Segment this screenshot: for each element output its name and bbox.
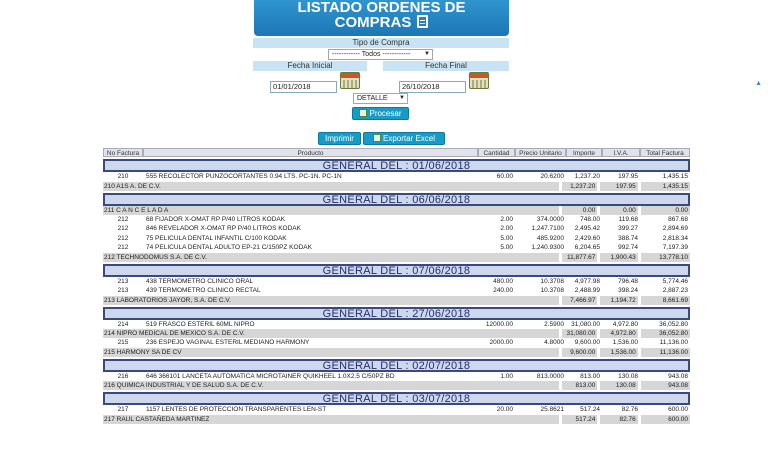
subtotal-supplier: 213 LABORATORIOS JAYOR, S.A. DE C.V. bbox=[104, 296, 231, 304]
subtotal-importe: 7,466.97 bbox=[570, 296, 596, 304]
cell-producto: 439 TERMOMETRO CLINICO RECTAL bbox=[146, 287, 261, 294]
cell-producto: 555 RECOLECTOR PUNZOCORTANTES 0.94 LTS. PC-1N. PC-1N bbox=[146, 173, 342, 180]
cell-importe: 2,495.42 bbox=[574, 225, 600, 232]
cell-precio-unitario: 485.9200 bbox=[536, 234, 564, 242]
subtotal-iva: 1,900.43 bbox=[610, 253, 636, 261]
subtotal-row bbox=[103, 415, 690, 424]
subtotal-iva: 82.76 bbox=[619, 415, 636, 423]
subtotal-importe: 1,237.20 bbox=[570, 182, 596, 190]
cell-importe: 9,600.00 bbox=[574, 339, 600, 346]
cell-factura: 213 bbox=[117, 277, 129, 285]
cell-importe: 748.00 bbox=[580, 215, 600, 223]
subtotal-total: 1,435.15 bbox=[662, 182, 688, 190]
cell-iva: 388.74 bbox=[618, 234, 638, 242]
subtotal-iva: 197.95 bbox=[615, 182, 636, 190]
page-title-line2: COMPRAS bbox=[334, 14, 412, 31]
cell-iva: 399.27 bbox=[618, 225, 638, 232]
subtotal-row bbox=[103, 206, 690, 215]
subtotal-total: 0.00 bbox=[675, 206, 688, 214]
subtotal-row bbox=[103, 253, 690, 262]
subtotal-supplier: 210 A1S A. DE C.V. bbox=[104, 182, 161, 190]
cell-precio-unitario: 1,247.7100 bbox=[531, 225, 564, 232]
cell-producto: 438 TERMOMETRO CLINICO ORAL bbox=[146, 277, 254, 285]
header-total-factura: Total Factura bbox=[640, 148, 690, 157]
cell-iva: 992.74 bbox=[618, 244, 638, 251]
cell-iva: 398.24 bbox=[618, 287, 638, 294]
cell-precio-unitario: 10.3708 bbox=[540, 277, 564, 285]
cell-total: 2,894.69 bbox=[662, 225, 688, 232]
subtotal-row bbox=[103, 182, 690, 191]
subtotal-importe: 813.00 bbox=[575, 382, 596, 389]
subtotal-supplier: 212 TECHNODOMUS S.A. DE C.V. bbox=[104, 253, 207, 261]
cell-iva: 130.08 bbox=[618, 372, 638, 380]
cell-factura: 212 bbox=[117, 225, 129, 232]
orders-table bbox=[103, 148, 690, 424]
cell-total: 36,052.80 bbox=[659, 320, 688, 328]
cell-cantidad: 2.00 bbox=[500, 225, 513, 232]
cell-factura: 210 bbox=[117, 173, 129, 180]
subtotal-importe: 31,080.00 bbox=[566, 330, 596, 337]
cell-cantidad: 1.00 bbox=[500, 372, 513, 380]
subtotal-importe: 0.00 bbox=[582, 206, 596, 214]
subtotal-total: 600.00 bbox=[668, 415, 688, 423]
cell-cantidad: 480.00 bbox=[493, 277, 513, 285]
fecha-inicial-input[interactable]: 01/01/2018 bbox=[270, 81, 337, 93]
subtotal-iva: 1,536.00 bbox=[610, 348, 636, 356]
cell-cantidad: 20.00 bbox=[496, 406, 513, 413]
subtotal-importe: 9,600.00 bbox=[570, 348, 596, 356]
subtotal-supplier: 215 HARMONY SA DE CV bbox=[104, 348, 182, 356]
group-date-header: GENERAL DEL : 06/06/2018 bbox=[103, 193, 690, 206]
cell-precio-unitario: 4.8000 bbox=[544, 339, 564, 346]
process-icon bbox=[359, 109, 367, 117]
cell-precio-unitario: 2.5900 bbox=[544, 320, 564, 328]
page-title-line1: LISTADO ORDENES DE bbox=[297, 0, 466, 16]
cell-producto: 1157 LENTES DE PROTECCION TRANSPARENTES LEN-ST bbox=[146, 406, 327, 413]
cell-producto: 236 ESPEJO VAGINAL ESTERIL MEDIANO HARMONY bbox=[146, 339, 310, 346]
subtotal-total: 13,778.10 bbox=[659, 253, 688, 261]
table-row bbox=[103, 172, 690, 182]
table-header bbox=[103, 148, 690, 157]
subtotal-total: 11,136.00 bbox=[659, 348, 688, 356]
group-date-header: GENERAL DEL : 02/07/2018 bbox=[103, 359, 690, 372]
cell-total: 2,818.34 bbox=[662, 234, 688, 242]
table-row bbox=[103, 277, 690, 287]
cell-cantidad: 2000.00 bbox=[489, 339, 513, 346]
cell-precio-unitario: 813.0000 bbox=[536, 372, 564, 380]
chevron-down-icon: ▼ bbox=[424, 51, 430, 57]
header-producto: Producto bbox=[143, 148, 478, 157]
table-row bbox=[103, 224, 690, 234]
cell-importe: 813.00 bbox=[580, 372, 600, 380]
header-no-factura: No Factura bbox=[103, 148, 143, 157]
cell-cantidad: 2.00 bbox=[500, 215, 513, 223]
table-row bbox=[103, 372, 690, 382]
subtotal-total: 8,661.69 bbox=[662, 296, 688, 304]
subtotal-iva: 4,972.80 bbox=[610, 330, 636, 337]
cell-factura: 215 bbox=[117, 339, 129, 346]
cell-total: 2,887.23 bbox=[662, 287, 688, 294]
cell-importe: 6,204.65 bbox=[574, 244, 600, 251]
page-title-banner bbox=[254, 0, 509, 36]
cell-producto: 519 FRASCO ESTERIL 60ML NIPRO bbox=[146, 320, 255, 328]
subtotal-supplier: 217 RAUL CASTAÑEDA MARTINEZ bbox=[104, 415, 210, 423]
subtotal-supplier: 214 NIPRO MEDICAL DE MEXICO S.A. DE C.V. bbox=[104, 330, 245, 337]
cell-factura: 212 bbox=[117, 215, 129, 223]
cell-total: 7,197.39 bbox=[662, 244, 688, 251]
fecha-inicial-label: Fecha Inicial bbox=[253, 61, 367, 71]
table-row bbox=[103, 286, 690, 296]
tipo-compra-select[interactable]: ------------ Todos ------------ ▼ bbox=[328, 49, 433, 60]
procesar-button[interactable]: Procesar bbox=[352, 107, 409, 120]
cell-total: 943.08 bbox=[668, 372, 688, 380]
header-iva: I.V.A. bbox=[602, 148, 640, 157]
table-row bbox=[103, 405, 690, 415]
subtotal-total: 36,052.80 bbox=[659, 330, 688, 337]
cell-importe: 31,080.00 bbox=[571, 320, 600, 328]
cell-producto: 75 PELICULA DENTAL INFANTIL C/100 KODAK bbox=[146, 234, 287, 242]
cell-factura: 212 bbox=[117, 244, 129, 251]
fecha-final-label: Fecha Final bbox=[383, 61, 509, 71]
cell-precio-unitario: 374.0000 bbox=[536, 215, 564, 223]
cell-factura: 216 bbox=[117, 372, 129, 380]
cell-importe: 2,429.60 bbox=[574, 234, 600, 242]
cell-total: 1,435.15 bbox=[662, 173, 688, 180]
group-date-header: GENERAL DEL : 07/06/2018 bbox=[103, 264, 690, 277]
table-row bbox=[103, 338, 690, 348]
cell-iva: 1,536.00 bbox=[612, 339, 638, 346]
excel-icon bbox=[373, 134, 381, 142]
cell-total: 5,774.46 bbox=[662, 277, 688, 285]
subtotal-importe: 517.24 bbox=[575, 415, 596, 423]
cell-precio-unitario: 20.6200 bbox=[540, 173, 564, 180]
cell-cantidad: 5.00 bbox=[500, 244, 513, 251]
calendar-icon[interactable] bbox=[469, 72, 489, 89]
tipo-compra-label: Tipo de Compra bbox=[253, 38, 509, 48]
fecha-final-input[interactable]: 26/10/2018 bbox=[399, 81, 466, 93]
cell-cantidad: 12000.00 bbox=[485, 320, 513, 328]
group-date-header: GENERAL DEL : 27/06/2018 bbox=[103, 307, 690, 320]
document-icon bbox=[417, 15, 428, 28]
subtotal-row bbox=[103, 348, 690, 357]
cell-importe: 4,977.98 bbox=[574, 277, 600, 285]
group-date-header: GENERAL DEL : 01/06/2018 bbox=[103, 159, 690, 172]
subtotal-row bbox=[103, 296, 690, 305]
cell-iva: 796.48 bbox=[618, 277, 638, 285]
cell-factura: 217 bbox=[117, 406, 129, 413]
cell-producto: 74 PELICULA DENTAL ADULTO EP-21 C/150PZ KODAK bbox=[146, 244, 312, 251]
header-importe: Importe bbox=[566, 148, 602, 157]
cell-factura: 214 bbox=[117, 320, 129, 328]
subtotal-row bbox=[103, 329, 690, 338]
cell-precio-unitario: 1,240.9300 bbox=[531, 244, 564, 251]
table-row bbox=[103, 215, 690, 225]
cell-importe: 2,488.99 bbox=[574, 287, 600, 294]
header-cantidad: Cantidad bbox=[478, 148, 515, 157]
subtotal-iva: 130.08 bbox=[615, 382, 636, 389]
cell-producto: 646 366101 LANCETA AUTOMATICA MICROTAINER QUIKHEEL 1.0X2.5 C/50PZ BD bbox=[146, 372, 395, 380]
cell-iva: 4,972.80 bbox=[612, 320, 638, 328]
table-row bbox=[103, 243, 690, 253]
cell-iva: 197.95 bbox=[618, 173, 638, 180]
table-row bbox=[103, 234, 690, 244]
header-precio-unitario: Precio Unitario bbox=[515, 148, 566, 157]
subtotal-iva: 0.00 bbox=[623, 206, 636, 214]
cell-total: 11,136.00 bbox=[659, 339, 688, 346]
exportar-excel-button[interactable]: Exportar Excel bbox=[363, 132, 445, 145]
scroll-arrow-icon[interactable]: ▲ bbox=[755, 80, 762, 87]
calendar-icon[interactable] bbox=[340, 72, 360, 89]
cell-cantidad: 240.00 bbox=[493, 287, 513, 294]
subtotal-supplier: 216 QUIMICA INDUSTRIAL Y DE SALUD S.A. DE C.V. bbox=[104, 382, 264, 389]
chevron-down-icon: ▼ bbox=[399, 95, 405, 101]
subtotal-total: 943.08 bbox=[668, 382, 688, 389]
cell-importe: 1,237.20 bbox=[574, 173, 600, 180]
cell-importe: 517.24 bbox=[580, 406, 600, 413]
subtotal-importe: 11,877.67 bbox=[566, 253, 596, 261]
subtotal-iva: 1,194.72 bbox=[610, 296, 636, 304]
group-date-header: GENERAL DEL : 03/07/2018 bbox=[103, 392, 690, 405]
cell-factura: 213 bbox=[117, 287, 129, 294]
cell-producto: 68 FIJADOR X-OMAT RP P/40 LITROS KODAK bbox=[146, 215, 286, 223]
subtotal-row bbox=[103, 381, 690, 390]
subtotal-supplier: 211 C A N C E L A D A bbox=[104, 206, 169, 214]
cell-producto: 846 REVELADOR X-OMAT RP P/40 LITROS KODAK bbox=[146, 225, 301, 232]
cell-factura: 212 bbox=[117, 234, 129, 242]
cell-precio-unitario: 25.8621 bbox=[540, 406, 564, 413]
cell-precio-unitario: 10.3708 bbox=[540, 287, 564, 294]
cell-cantidad: 60.00 bbox=[496, 173, 513, 180]
table-row bbox=[103, 320, 690, 330]
cell-cantidad: 5.00 bbox=[500, 234, 513, 242]
imprimir-button[interactable]: Imprimir bbox=[318, 132, 361, 145]
cell-total: 600.00 bbox=[668, 406, 688, 413]
cell-iva: 119.68 bbox=[618, 215, 638, 223]
cell-iva: 82.76 bbox=[621, 406, 638, 413]
modo-select[interactable]: DETALLE ▼ bbox=[353, 93, 408, 104]
cell-total: 867.68 bbox=[668, 215, 688, 223]
